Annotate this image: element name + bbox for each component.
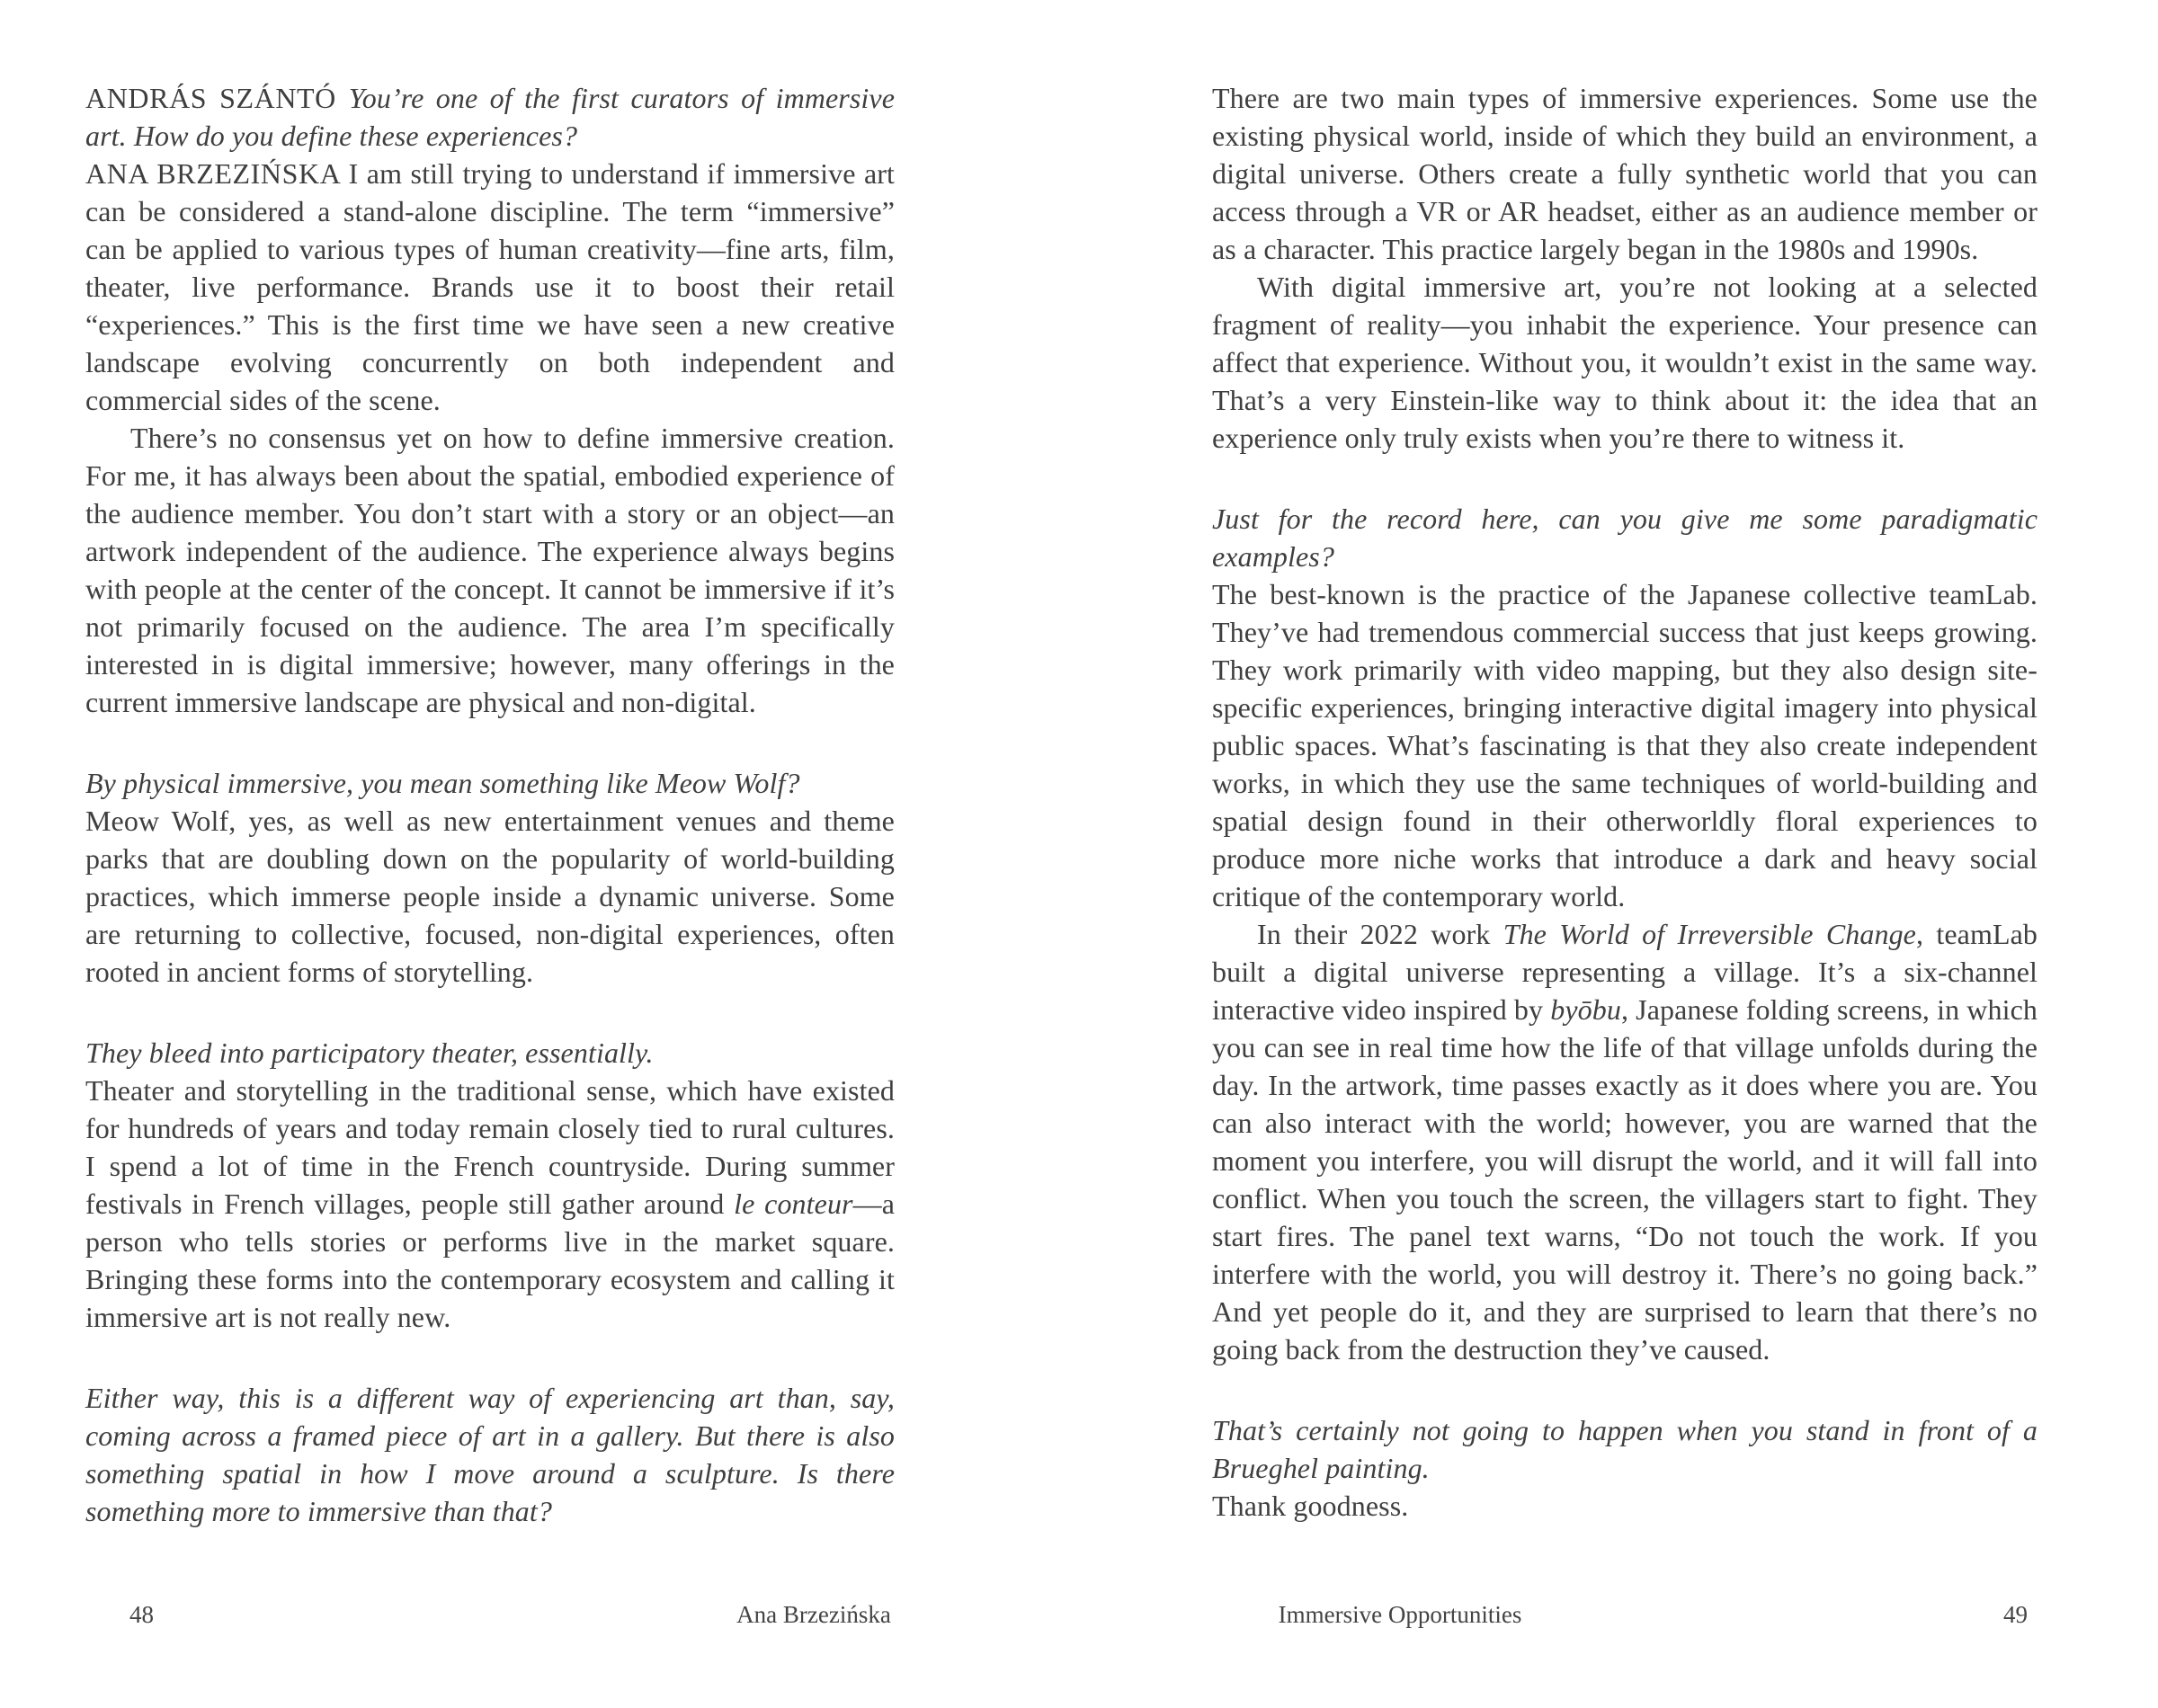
question-paragraph xyxy=(85,1034,895,1072)
text-segment: Just for the record here, can you give me some paradigmatic examples? xyxy=(1212,503,2038,573)
text-segment: With digital immersive art, you’re not looking at a selected fragment of reality—you inhabit the experience. Your presence can affect that experience. Without you, it wouldn’t exist in the same way. That’s a very Einstein-like way to think about it: the idea that an experience only truly exists when you’re there to witness it. xyxy=(1212,271,2038,454)
text-segment: le conteur xyxy=(734,1188,853,1220)
text-segment: byōbu xyxy=(1550,993,1621,1026)
text-segment: You’re one of the first curators of immersive art. How do you define these experiences? xyxy=(85,82,895,152)
left-text-column xyxy=(85,79,895,1530)
paragraph xyxy=(85,802,895,991)
paragraph xyxy=(1212,1487,2038,1525)
paragraph xyxy=(1212,575,2038,915)
right-text-column xyxy=(1212,79,2038,1525)
text-segment: There’s no consensus yet on how to define immersive creation. For me, it has always been about the spatial, embodied experience of the audience member. You don’t start with a story or an object—an artwork independent of the audience. The experience always begins with people at the center of the concept. It cannot be immersive if it’s not primarily focused on the audience. The area I’m specifically interested in is digital immersive; however, many offerings in the current immersive landscape are physical and non-digital. xyxy=(85,422,895,718)
question-paragraph xyxy=(1212,1411,2038,1487)
text-segment: That’s certainly not going to happen when you stand in front of a Brueghel painting. xyxy=(1212,1414,2038,1484)
paragraph xyxy=(1212,268,2038,457)
text-segment: The best-known is the practice of the Japanese collective teamLab. They’ve had tremendous commercial success that just keeps growing. They work primarily with video mapping, but they also design site-specific experiences, bringing interactive digital imagery into physical public spaces. What’s fascinating is that they also create independent works, in which they use the same techniques of world-building and spatial design found in their otherworldly floral experiences to produce more niche works that introduce a dark and heavy social critique of the contemporary world. xyxy=(1212,578,2038,912)
text-segment: Meow Wolf, yes, as well as new entertainment venues and theme parks that are doubling down on the popularity of world-building practices, which immerse people inside a dynamic universe. Some are returning to collective, focused, non-digital experiences, often rooted in ancient forms of storytelling. xyxy=(85,805,895,988)
paragraph xyxy=(1212,915,2038,1368)
text-segment: , Japanese folding screens, in which you can see in real time how the life of that village unfolds during the day. In the artwork, time passes exactly as it does where you are. You can also interact with the world; however, you are warned that the moment you interfere, you will disrupt the world, and it will fall into conflict. When you touch the screen, the villagers start to fight. They start fires. The panel text warns, “Do not touch the work. If you interfere with the world, you will destroy it. There’s no going back.” And yet people do it, and they are surprised to learn that there’s no going back from the destruction they’ve caused. xyxy=(1212,993,2038,1366)
text-segment: The World of Irreversible Change xyxy=(1503,918,1916,950)
page-number-right: 49 xyxy=(2003,1601,2028,1628)
paragraph xyxy=(1212,79,2038,268)
question-paragraph xyxy=(1212,500,2038,575)
text-segment: Theater and storytelling in the traditional sense, which have existed for hundreds of years and today remain closely tied to rural cultures. I spend a lot of time in the French countryside. During summer festivals in French villages, people still gather around xyxy=(85,1074,895,1220)
running-footer-right: Immersive Opportunities xyxy=(1278,1601,1522,1628)
text-segment: They bleed into participatory theater, essentially. xyxy=(85,1036,654,1069)
paragraph xyxy=(85,1072,895,1336)
running-footer-left: Ana Brzezińska xyxy=(736,1601,891,1628)
speaker-name: ANDRÁS SZÁNTÓ xyxy=(85,82,349,114)
text-segment: By physical immersive, you mean something like Meow Wolf? xyxy=(85,767,800,799)
text-segment: Thank goodness. xyxy=(1212,1490,1409,1522)
speaker-name: ANA BRZEZIŃSKA xyxy=(85,157,349,190)
question-paragraph xyxy=(85,1379,895,1530)
question-paragraph xyxy=(85,764,895,802)
text-segment: —a person who tells stories or performs live in the market square. Bringing these forms into the contemporary ecosystem and calling it immersive art is not really new. xyxy=(85,1188,896,1333)
page-number-left: 48 xyxy=(129,1601,154,1628)
paragraph xyxy=(85,155,895,419)
text-segment: Either way, this is a different way of experiencing art than, say, coming across a framed piece of art in a gallery. But there is also something spatial in how I move around a sculpture. Is there something more to immersive than that? xyxy=(85,1382,895,1527)
text-segment: There are two main types of immersive experiences. Some use the existing physical world, inside of which they build an environment, a digital universe. Others create a fully synthetic world that you can access through a VR or AR headset, either as an audience member or as a character. This practice largely began in the 1980s and 1990s. xyxy=(1212,82,2038,265)
paragraph xyxy=(85,419,895,721)
text-segment: I am still trying to understand if immersive art can be considered a stand-alone discipline. The term “immersive” can be applied to various types of human creativity—fine arts, film, theater, live performance. Brands use it to boost their retail “experiences.” This is the first time we have seen a new creative landscape evolving concurrently on both independent and commercial sides of the scene. xyxy=(85,157,895,416)
paragraph xyxy=(85,79,895,155)
text-segment: In their 2022 work xyxy=(1257,918,1503,950)
text-segment: , teamLab built a digital universe representing a village. It’s a six-channel interactive video inspired by xyxy=(1212,918,2038,1026)
